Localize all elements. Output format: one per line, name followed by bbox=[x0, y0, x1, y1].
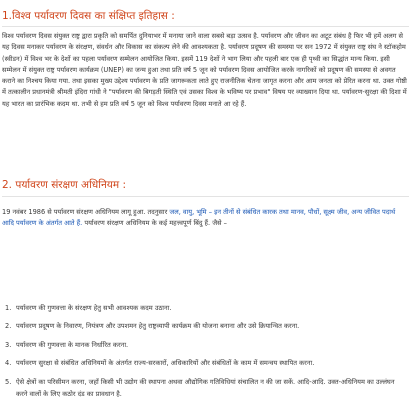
list-item bbox=[0, 376, 411, 400]
list-item bbox=[0, 339, 411, 351]
intro-text-end: पर्यावरण संरक्षण अधिनियम के कई महत्त्वपूर्ण बिंदु हैं. जैसे – bbox=[82, 219, 227, 228]
list-item-text: पर्यावरण की गुणवत्ता के मानक निर्धारित करना. bbox=[16, 341, 129, 349]
list-item bbox=[0, 357, 411, 369]
list-item-number: 5. bbox=[5, 378, 12, 386]
list-item bbox=[0, 302, 411, 314]
list-item-text: पर्यावरण सुरक्षा से संबंधित अधिनियमों के अंतर्गत राज्य-सरकारों, अधिकारियों और संबंधितों के काम में समन्वय स्थापित करना. bbox=[16, 359, 315, 367]
section-1-heading: 1.विश्व पर्यावरण दिवस का संक्षिप्त इतिहास : bbox=[2, 10, 175, 22]
list-item-number: 1. bbox=[5, 304, 12, 312]
section-2-divider bbox=[2, 196, 409, 197]
section-2-intro bbox=[2, 207, 409, 230]
section-1-divider bbox=[2, 26, 409, 27]
act-points-list bbox=[0, 302, 411, 400]
list-item-text: पर्यावरण प्रदूषण के निवारण, नियंत्रण और उपशमन हेतु राष्ट्रव्यापी कार्यक्रम की योजना बनाना और उसे क्रियान्वित करना. bbox=[16, 322, 300, 330]
intro-text-start: 19 नवंबर 1986 से पर्यावरण संरक्षण अधिनियम लागू हुआ. तदनुसार bbox=[2, 208, 170, 216]
list-item-text: पर्यावरण की गुणवत्ता के संरक्षण हेतु सभी आवश्यक कदम उठाना. bbox=[16, 304, 172, 312]
section-1-paragraph: विश्व पर्यावरण दिवस संयुक्त राष्ट्र द्वारा प्रकृति को समर्पित दुनियाभर में मनाया जाने वाला सबसे बड़ा उत्सव है. पर्यावरण और जीवन का अटूट संबंध है फिर भी हमें अलग से यह दिवस मनाकर पर्यावरण के संरक्षण, संवर्धन और विकास का संकल्प लेने की आवश्यकता है. पर्यावरण प्रदूषण की समस्या पर सन 1972 में संयुक्त राष्ट्र संघ ने स्टॉकहोम (स्वीडन) में विश्व भर के देशों का पहला पर्यावरण सम्मेलन आयोजित किया. इसमें 119 देशों ने भाग लिया और पहली बार एक ही पृथ्वी का सिद्धांत मान्य किया. इसी सम्मेलन में संयुक्त राष्ट्र पर्यावरण कार्यक्रम (UNEP) का जन्म हुआ तथा प्रति वर्ष 5 जून को पर्यावरण दिवस आयोजित करके नागरिकों को प्रदूषण की समस्या से अवगत कराने का निश्चय किया गया. तथा इसका मुख्य उद्देश्य पर्यावरण के प्रति जागरूकता लाते हुए राजनीतिक चेतना जागृत करना और आम जनता को प्रेरित करना था. उक्त गोष्ठी में तत्कालीन प्रधानमंत्री श्रीमती इंदिरा गांधी ने "पर्यावरण की बिगड़ती स्थिति एवं उसका विश्व के भविष्य पर प्रभाव" विषय पर व्याख्यान दिया था. पर्यावरण-सुरक्षा की दिशा में यह भारत का प्रारंभिक कदम था. तभी से हम प्रति वर्ष 5 जून को विश्व पर्यावरण दिवस मनाते आ रहे हैं. bbox=[2, 32, 407, 108]
list-item-text: ऐसे क्षेत्रों का परिसीमन करना, जहाँ किसी भी उद्योग की स्थापना अथवा औद्योगिक गतिविधियां संचालित न की जा सकें. आदि-आदि. उक्त-अधिनियम का उल्लंघन करने वालों के लिए कठोर दंड का प्रावधान है. bbox=[16, 378, 395, 398]
list-item-number: 4. bbox=[5, 359, 12, 367]
list-item bbox=[0, 320, 411, 332]
list-item-number: 3. bbox=[5, 341, 12, 349]
section-2-heading: 2. पर्यावरण संरक्षण अधिनियम : bbox=[2, 179, 127, 191]
environment-definition-link[interactable]: जल, वायु, भूमि – इन तीनों से संबंधित कारक तथा मानव, पौधों, सूक्ष्म जीव, अन्य जीवित पदार्थ आदि पर्यावरण के अंतर्गत आते हैं. bbox=[2, 208, 396, 228]
list-item-number: 2. bbox=[5, 322, 12, 330]
